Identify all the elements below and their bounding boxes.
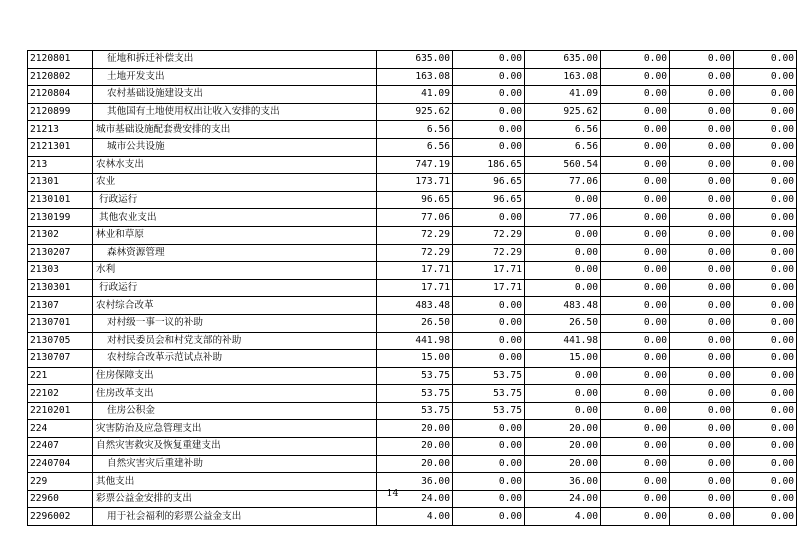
subject-name-cell: 行政运行 [93,279,377,297]
amount-cell: 0.00 [670,297,734,315]
amount-cell: 0.00 [734,191,797,209]
amount-cell: 0.00 [734,438,797,456]
amount-cell: 0.00 [525,367,601,385]
table-row [28,508,797,526]
table-row [28,314,797,332]
amount-cell: 53.75 [453,367,525,385]
amount-cell: 0.00 [601,402,670,420]
amount-cell: 0.00 [453,420,525,438]
subject-code-cell: 2130707 [28,350,93,368]
amount-cell: 6.56 [525,121,601,139]
amount-cell: 0.00 [525,244,601,262]
amount-cell: 0.00 [453,438,525,456]
amount-cell: 163.08 [377,68,453,86]
amount-cell: 163.08 [525,68,601,86]
amount-cell: 6.56 [525,138,601,156]
amount-cell: 0.00 [670,51,734,69]
table-row [28,279,797,297]
amount-cell: 53.75 [453,385,525,403]
amount-cell: 0.00 [601,121,670,139]
amount-cell: 635.00 [525,51,601,69]
amount-cell: 441.98 [525,332,601,350]
amount-cell: 0.00 [670,174,734,192]
amount-cell: 0.00 [453,332,525,350]
amount-cell: 0.00 [734,350,797,368]
amount-cell: 0.00 [734,402,797,420]
amount-cell: 20.00 [525,420,601,438]
amount-cell: 0.00 [601,490,670,508]
amount-cell: 77.06 [377,209,453,227]
subject-name-cell: 自然灾害救灾及恢复重建支出 [93,438,377,456]
amount-cell: 0.00 [670,279,734,297]
amount-cell: 0.00 [734,367,797,385]
subject-name-cell: 其他农业支出 [93,209,377,227]
amount-cell: 0.00 [734,121,797,139]
amount-cell: 0.00 [670,156,734,174]
subject-name-cell: 农村基础设施建设支出 [93,86,377,104]
subject-code-cell: 21307 [28,297,93,315]
amount-cell: 0.00 [601,86,670,104]
amount-cell: 0.00 [601,438,670,456]
amount-cell: 0.00 [525,191,601,209]
amount-cell: 635.00 [377,51,453,69]
subject-code-cell: 2120801 [28,51,93,69]
amount-cell: 0.00 [734,508,797,526]
amount-cell: 0.00 [734,68,797,86]
amount-cell: 0.00 [670,490,734,508]
amount-cell: 0.00 [453,51,525,69]
amount-cell: 0.00 [601,508,670,526]
subject-code-cell: 21301 [28,174,93,192]
amount-cell: 0.00 [601,103,670,121]
amount-cell: 173.71 [377,174,453,192]
amount-cell: 0.00 [453,508,525,526]
amount-cell: 4.00 [525,508,601,526]
amount-cell: 41.09 [377,86,453,104]
amount-cell: 26.50 [525,314,601,332]
amount-cell: 0.00 [734,156,797,174]
table-row [28,297,797,315]
amount-cell: 0.00 [453,490,525,508]
amount-cell: 0.00 [601,455,670,473]
amount-cell: 20.00 [377,455,453,473]
amount-cell: 53.75 [377,367,453,385]
subject-name-cell: 彩票公益金安排的支出 [93,490,377,508]
page-number: 14 [386,488,399,499]
subject-code-cell: 2296002 [28,508,93,526]
amount-cell: 0.00 [734,51,797,69]
amount-cell: 0.00 [601,51,670,69]
amount-cell: 0.00 [670,455,734,473]
amount-cell: 0.00 [734,86,797,104]
amount-cell: 0.00 [670,367,734,385]
table-row [28,86,797,104]
amount-cell: 925.62 [525,103,601,121]
amount-cell: 0.00 [670,314,734,332]
subject-code-cell: 22960 [28,490,93,508]
subject-code-cell: 2130301 [28,279,93,297]
amount-cell: 747.19 [377,156,453,174]
amount-cell: 24.00 [377,490,453,508]
subject-name-cell: 水利 [93,262,377,280]
amount-cell: 0.00 [670,191,734,209]
table-row [28,402,797,420]
subject-name-cell: 土地开发支出 [93,68,377,86]
amount-cell: 53.75 [453,402,525,420]
budget-expenditure-table [27,50,797,526]
amount-cell: 0.00 [734,138,797,156]
amount-cell: 0.00 [670,209,734,227]
amount-cell: 26.50 [377,314,453,332]
amount-cell: 41.09 [525,86,601,104]
amount-cell: 0.00 [601,367,670,385]
amount-cell: 0.00 [670,121,734,139]
subject-code-cell: 2240704 [28,455,93,473]
amount-cell: 0.00 [601,191,670,209]
amount-cell: 0.00 [453,314,525,332]
amount-cell: 96.65 [453,174,525,192]
amount-cell: 0.00 [734,314,797,332]
amount-cell: 0.00 [734,103,797,121]
amount-cell: 0.00 [601,174,670,192]
amount-cell: 925.62 [377,103,453,121]
amount-cell: 0.00 [601,314,670,332]
table-row [28,138,797,156]
amount-cell: 6.56 [377,121,453,139]
subject-name-cell: 农村综合改革示范试点补助 [93,350,377,368]
amount-cell: 6.56 [377,138,453,156]
subject-name-cell: 住房改革支出 [93,385,377,403]
subject-name-cell: 住房公积金 [93,402,377,420]
amount-cell: 0.00 [670,402,734,420]
subject-code-cell: 213 [28,156,93,174]
amount-cell: 0.00 [601,68,670,86]
amount-cell: 483.48 [377,297,453,315]
subject-name-cell: 其他国有土地使用权出让收入安排的支出 [93,103,377,121]
subject-code-cell: 2121301 [28,138,93,156]
table-body [28,51,797,526]
subject-name-cell: 其他支出 [93,473,377,491]
amount-cell: 0.00 [734,262,797,280]
table-row [28,262,797,280]
subject-code-cell: 2120804 [28,86,93,104]
subject-code-cell: 21213 [28,121,93,139]
table-row [28,438,797,456]
amount-cell: 15.00 [377,350,453,368]
subject-name-cell: 行政运行 [93,191,377,209]
amount-cell: 0.00 [670,103,734,121]
amount-cell: 0.00 [734,244,797,262]
amount-cell: 0.00 [601,473,670,491]
subject-code-cell: 2130199 [28,209,93,227]
subject-name-cell: 森林资源管理 [93,244,377,262]
subject-name-cell: 用于社会福利的彩票公益金支出 [93,508,377,526]
subject-code-cell: 2120802 [28,68,93,86]
subject-code-cell: 2130705 [28,332,93,350]
amount-cell: 0.00 [670,332,734,350]
amount-cell: 0.00 [670,438,734,456]
amount-cell: 0.00 [670,138,734,156]
amount-cell: 0.00 [670,473,734,491]
amount-cell: 0.00 [734,420,797,438]
amount-cell: 0.00 [453,350,525,368]
subject-name-cell: 城市公共设施 [93,138,377,156]
amount-cell: 0.00 [601,385,670,403]
subject-code-cell: 22407 [28,438,93,456]
amount-cell: 0.00 [453,103,525,121]
amount-cell: 0.00 [601,279,670,297]
subject-name-cell: 灾害防治及应急管理支出 [93,420,377,438]
subject-code-cell: 221 [28,367,93,385]
amount-cell: 0.00 [453,138,525,156]
table-row [28,226,797,244]
amount-cell: 0.00 [734,332,797,350]
amount-cell: 0.00 [670,86,734,104]
amount-cell: 77.06 [525,209,601,227]
amount-cell: 0.00 [601,226,670,244]
amount-cell: 53.75 [377,385,453,403]
subject-code-cell: 22102 [28,385,93,403]
amount-cell: 0.00 [734,279,797,297]
amount-cell: 0.00 [670,262,734,280]
amount-cell: 560.54 [525,156,601,174]
amount-cell: 0.00 [601,244,670,262]
amount-cell: 20.00 [525,455,601,473]
amount-cell: 0.00 [734,385,797,403]
amount-cell: 0.00 [734,209,797,227]
amount-cell: 0.00 [525,226,601,244]
amount-cell: 0.00 [453,209,525,227]
amount-cell: 0.00 [734,473,797,491]
amount-cell: 4.00 [377,508,453,526]
amount-cell: 0.00 [601,262,670,280]
table-row [28,420,797,438]
amount-cell: 483.48 [525,297,601,315]
amount-cell: 72.29 [377,226,453,244]
amount-cell: 0.00 [670,420,734,438]
table-row [28,174,797,192]
table-row [28,51,797,69]
subject-name-cell: 对村级一事一议的补助 [93,314,377,332]
table-row [28,385,797,403]
amount-cell: 0.00 [734,490,797,508]
amount-cell: 0.00 [734,226,797,244]
amount-cell: 0.00 [670,508,734,526]
subject-name-cell: 自然灾害灾后重建补助 [93,455,377,473]
amount-cell: 17.71 [453,279,525,297]
amount-cell: 0.00 [670,226,734,244]
amount-cell: 36.00 [377,473,453,491]
amount-cell: 17.71 [377,262,453,280]
amount-cell: 0.00 [601,332,670,350]
amount-cell: 0.00 [453,68,525,86]
amount-cell: 0.00 [601,420,670,438]
table-row [28,332,797,350]
amount-cell: 0.00 [670,244,734,262]
amount-cell: 0.00 [453,455,525,473]
table-row [28,350,797,368]
amount-cell: 72.29 [377,244,453,262]
amount-cell: 0.00 [670,350,734,368]
amount-cell: 0.00 [734,174,797,192]
subject-code-cell: 21302 [28,226,93,244]
table-row [28,367,797,385]
amount-cell: 0.00 [453,86,525,104]
table-row [28,121,797,139]
amount-cell: 0.00 [601,350,670,368]
subject-name-cell: 农业 [93,174,377,192]
amount-cell: 24.00 [525,490,601,508]
amount-cell: 72.29 [453,226,525,244]
amount-cell: 186.65 [453,156,525,174]
subject-name-cell: 农林水支出 [93,156,377,174]
amount-cell: 0.00 [601,156,670,174]
amount-cell: 20.00 [377,420,453,438]
subject-code-cell: 2130101 [28,191,93,209]
amount-cell: 0.00 [601,138,670,156]
subject-name-cell: 征地和拆迁补偿支出 [93,51,377,69]
amount-cell: 53.75 [377,402,453,420]
amount-cell: 17.71 [453,262,525,280]
amount-cell: 15.00 [525,350,601,368]
subject-code-cell: 21303 [28,262,93,280]
table-row [28,191,797,209]
amount-cell: 0.00 [525,402,601,420]
table-row [28,68,797,86]
amount-cell: 0.00 [453,297,525,315]
amount-cell: 17.71 [377,279,453,297]
subject-name-cell: 住房保障支出 [93,367,377,385]
amount-cell: 0.00 [670,68,734,86]
table-row [28,209,797,227]
subject-code-cell: 2120899 [28,103,93,121]
table-row [28,455,797,473]
table-row [28,244,797,262]
subject-code-cell: 2130207 [28,244,93,262]
subject-name-cell: 城市基础设施配套费安排的支出 [93,121,377,139]
amount-cell: 0.00 [601,209,670,227]
amount-cell: 20.00 [525,438,601,456]
subject-code-cell: 2130701 [28,314,93,332]
subject-name-cell: 对村民委员会和村党支部的补助 [93,332,377,350]
subject-code-cell: 229 [28,473,93,491]
amount-cell: 36.00 [525,473,601,491]
subject-code-cell: 2210201 [28,402,93,420]
amount-cell: 77.06 [525,174,601,192]
amount-cell: 96.65 [377,191,453,209]
amount-cell: 0.00 [525,279,601,297]
table-row [28,156,797,174]
amount-cell: 0.00 [734,455,797,473]
amount-cell: 0.00 [525,385,601,403]
amount-cell: 0.00 [453,121,525,139]
amount-cell: 0.00 [525,262,601,280]
table-row [28,103,797,121]
amount-cell: 20.00 [377,438,453,456]
amount-cell: 0.00 [734,297,797,315]
subject-name-cell: 农村综合改革 [93,297,377,315]
amount-cell: 0.00 [453,473,525,491]
subject-code-cell: 224 [28,420,93,438]
amount-cell: 441.98 [377,332,453,350]
subject-name-cell: 林业和草原 [93,226,377,244]
amount-cell: 0.00 [601,297,670,315]
amount-cell: 0.00 [670,385,734,403]
amount-cell: 96.65 [453,191,525,209]
amount-cell: 72.29 [453,244,525,262]
